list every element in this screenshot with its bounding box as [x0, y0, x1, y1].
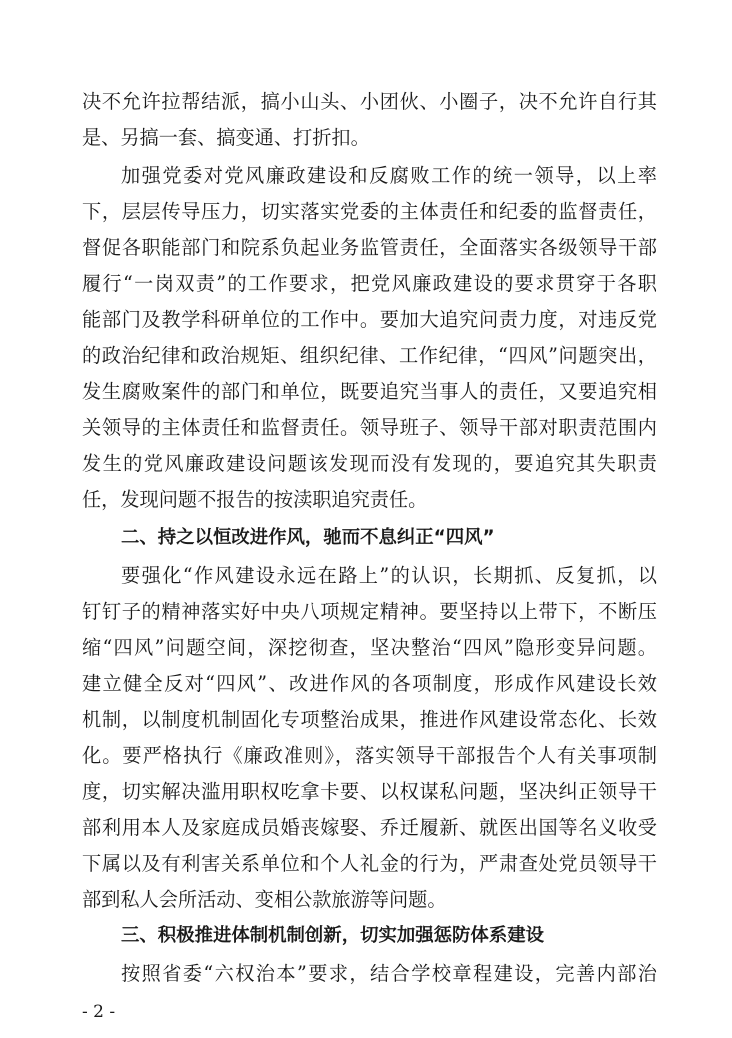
section-heading-2: 二、持之以恒改进作风，驰而不息纠正“四风” — [121, 527, 495, 548]
text-line: 决不允许拉帮结派，搞小山头、小团伙、小圈子，决不允许自行其 — [82, 90, 657, 113]
text-line: 关领导的主体责任和监督责任。领导班子、领导干部对职责范围内 — [82, 416, 657, 439]
text-line: 的政治纪律和政治规矩、组织纪律、工作纪律，“四风”问题突出， — [82, 344, 657, 367]
text-line: 任，发现问题不报告的按渎职追究责任。 — [82, 488, 428, 511]
text-line: 督促各职能部门和院系负起业务监管责任，全面落实各级领导干部 — [82, 236, 657, 259]
text-line: 是、另搞一套、搞变通、打折扣。 — [82, 126, 370, 149]
section-heading-3: 三、积极推进体制机制创新，切实加强惩防体系建设 — [121, 925, 544, 946]
text-line: 下，层层传导压力，切实落实党委的主体责任和纪委的监督责任， — [82, 200, 657, 223]
paragraph-first-line: 加强党委对党风廉政建设和反腐败工作的统一领导，以上率 — [121, 164, 657, 187]
text-line: 履行“一岗双责”的工作要求，把党风廉政建设的要求贯穿于各职 — [82, 272, 657, 295]
paragraph-first-line: 要强化“作风建设永远在路上”的认识，长期抓、反复抓，以 — [121, 564, 657, 587]
text-line: 部到私人会所活动、变相公款旅游等问题。 — [82, 888, 447, 911]
text-line: 发生腐败案件的部门和单位，既要追究当事人的责任，又要追究相 — [82, 380, 657, 403]
text-line: 建立健全反对“四风”、改进作风的各项制度，形成作风建设长效 — [82, 672, 657, 695]
text-line: 能部门及教学科研单位的工作中。要加大追究问责力度，对违反党 — [82, 308, 657, 331]
page-number: - 2 - — [82, 1002, 116, 1022]
text-line: 发生的党风廉政建设问题该发现而没有发现的，要追究其失职责 — [82, 452, 657, 475]
paragraph-first-line: 按照省委“六权治本”要求，结合学校章程建设，完善内部治 — [121, 962, 657, 985]
text-line: 化。要严格执行《廉政准则》，落实领导干部报告个人有关事项制 — [82, 744, 657, 767]
text-line: 下属以及有利害关系单位和个人礼金的行为，严肃查处党员领导干 — [82, 852, 657, 875]
text-line: 部利用本人及家庭成员婚丧嫁娶、乔迁履新、就医出国等名义收受 — [82, 816, 657, 839]
text-line: 钉钉子的精神落实好中央八项规定精神。要坚持以上带下，不断压 — [82, 600, 657, 623]
text-line: 缩“四风”问题空间，深挖彻查，坚决整治“四风”隐形变异问题。 — [82, 636, 657, 659]
text-line: 机制，以制度机制固化专项整治成果，推进作风建设常态化、长效 — [82, 708, 657, 731]
text-line: 度，切实解决滥用职权吃拿卡要、以权谋私问题，坚决纠正领导干 — [82, 780, 657, 803]
